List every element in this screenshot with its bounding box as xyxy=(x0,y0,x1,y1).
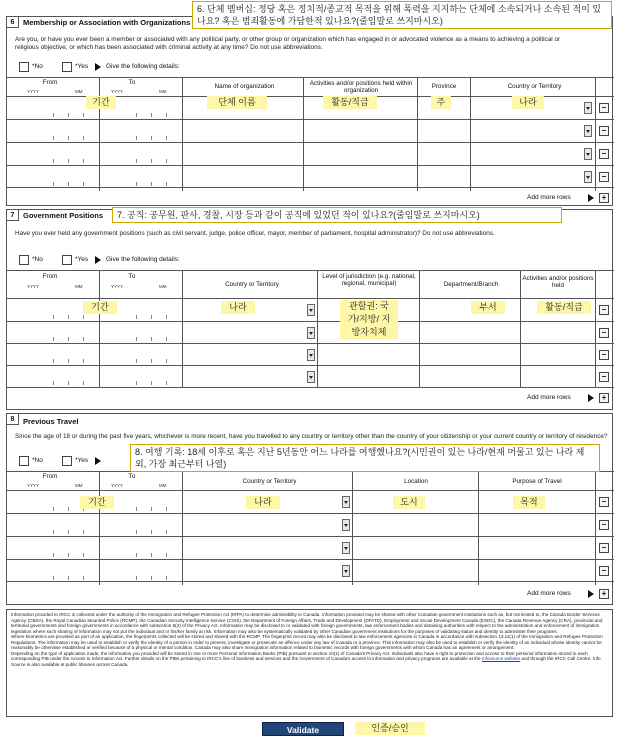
location-header: Location xyxy=(404,478,428,485)
section-question: Are you, or have you ever been a member or associated with any political party, or other group or organization which has engaged in or advocated violence as a means to achieving a political or religious objective, or which has been associated with criminal activity at any time? Do not use abbreviations. xyxy=(15,36,561,51)
korean-note-7: 7. 공직: 공무원, 판사, 경찰, 시장 등과 같이 공직에 있었던 적이 있나요?(줄임말로 쓰지마시오) xyxy=(112,207,562,223)
activities-header: Activities and/or positions held xyxy=(522,275,594,289)
yes-checkbox[interactable] xyxy=(62,62,72,72)
jurisdiction-header: Level of jurisdiction (e.g. national, regional, municipal) xyxy=(322,273,416,287)
country-dropdown[interactable] xyxy=(342,496,350,508)
arrow-right-icon xyxy=(95,256,101,264)
yes-label: *Yes xyxy=(75,63,89,70)
organizations-table: From To YYYY MM YYYY MM Name of organization Activities and/or positions held within organization Province Country or Territory − − − − xyxy=(7,77,614,191)
privacy-notice xyxy=(6,609,613,717)
arrow-right-icon xyxy=(95,63,101,71)
arrow-right-icon xyxy=(588,590,594,598)
details-label: Give the following details: xyxy=(106,63,180,70)
country-header: Country or Territory xyxy=(242,478,297,485)
remove-row-button[interactable]: − xyxy=(599,305,609,315)
activities-header: Activities and/or positions held within organization xyxy=(309,80,413,94)
remove-row-button[interactable]: − xyxy=(599,172,609,182)
remove-row-button[interactable]: − xyxy=(599,328,609,338)
section-number: 6 xyxy=(7,17,19,28)
add-row-button[interactable]: + xyxy=(599,589,609,599)
arrow-right-icon xyxy=(95,457,101,465)
from-header: From xyxy=(42,473,58,480)
no-checkbox[interactable] xyxy=(19,456,29,466)
department-header: Department/Branch xyxy=(443,281,499,288)
remove-row-button[interactable]: − xyxy=(599,372,609,382)
province-header: Province xyxy=(431,83,457,90)
add-more-rows-label: Add more rows xyxy=(527,194,571,201)
tag-purpose: 목적 xyxy=(513,496,545,509)
pib-paragraph: Depending on the type of application made, the information you provided will be stored in one or more Personal Information Banks (PIB) pursuant to section 10(1) of Canada's Privacy Act. Individuals also have a right to protection and access to their personal information stored in each corresponding PIB under the Access to Information Act. Further details on the PIBs pertaining to IRCC's line of business and services and the Government of Canada's access to information and privacy programs are available at the Infosource website and through the IRCC Call Centre. Info Source is also available at public libraries across Canada. xyxy=(11,650,601,667)
add-row-button[interactable]: + xyxy=(599,393,609,403)
add-row-button[interactable]: + xyxy=(599,193,609,203)
country-dropdown[interactable] xyxy=(584,148,592,160)
yes-label: *Yes xyxy=(75,256,89,263)
add-more-rows-label: Add more rows xyxy=(527,590,571,597)
to-header: To xyxy=(128,273,136,280)
tag-period: 기간 xyxy=(80,496,114,509)
country-dropdown[interactable] xyxy=(342,519,350,531)
country-header: Country or Territory xyxy=(507,83,562,90)
country-dropdown[interactable] xyxy=(584,171,592,183)
purpose-header: Purpose of Travel xyxy=(512,478,562,485)
country-dropdown[interactable] xyxy=(342,565,350,577)
no-checkbox[interactable] xyxy=(19,62,29,72)
arrow-right-icon xyxy=(588,394,594,402)
tag-period: 기간 xyxy=(83,301,117,314)
government-positions-table: From To YYYY MM YYYY MM Country or Territory Level of jurisdiction (e.g. national, regional, municipal) Department/Branch Activities and/or positions held − − − − xyxy=(7,270,614,388)
biometrics-paragraph: Where biometrics are provided as part of an application, the fingerprints collected will be stored and shared with the RCMP. The fingerprint record may also be disclosed to law enforcement agencies in Canada in accordance with subsection 13.11(1) of the Immigration and Refugee Protection Regulations. The information may be used to establish or verify the identity of a person in order to prevent, investigate or prosecute an offence under any law of Canada or a province. This information may also be used to establish or verify the identity of an individual whose identity cannot be reasonably be otherwise established or verified because of a physical or mental condition. Canada may also share immigration information related to biometric records with foreign governments with whom Canada has an agreement or arrangement. xyxy=(11,634,603,650)
organization-header: Name of organization xyxy=(214,83,275,90)
remove-row-button[interactable]: − xyxy=(599,543,609,553)
previous-travel-table: From To YYYY MM YYYY MM Country or Territory Location Purpose of Travel − − − − xyxy=(7,471,614,585)
infosource-link[interactable]: Infosource website xyxy=(481,656,521,661)
tag-department: 부서 xyxy=(471,301,505,314)
country-dropdown[interactable] xyxy=(307,304,315,316)
no-label: *No xyxy=(32,63,43,70)
tag-activities: 활동/직급 xyxy=(537,301,591,314)
tag-period: 기간 xyxy=(86,96,116,109)
yes-checkbox[interactable] xyxy=(62,255,72,265)
tag-country: 나라 xyxy=(221,301,255,314)
validate-button[interactable]: Validate xyxy=(262,722,344,736)
country-dropdown[interactable] xyxy=(307,327,315,339)
remove-row-button[interactable]: − xyxy=(599,520,609,530)
from-header: From xyxy=(42,273,58,280)
from-header: From xyxy=(42,79,58,86)
add-more-rows-label: Add more rows xyxy=(527,394,571,401)
remove-row-button[interactable]: − xyxy=(599,566,609,576)
korean-note-8: 8. 여행 기록: 18세 이후로 혹은 지난 5년동안 어느 나라를 여행했나요?(시민권이 있는 나라/현재 머물고 있는 나라 제외, 가장 최근부터 나열) xyxy=(130,444,600,472)
remove-row-button[interactable]: − xyxy=(599,149,609,159)
no-label: *No xyxy=(32,457,43,464)
tag-jurisdiction: 관할권: 국가/지방/ 지방자치체 xyxy=(340,300,398,339)
remove-row-button[interactable]: − xyxy=(599,350,609,360)
country-dropdown[interactable] xyxy=(342,542,350,554)
arrow-right-icon xyxy=(588,194,594,202)
tag-country: 나라 xyxy=(246,496,280,509)
tag-location: 도시 xyxy=(393,496,425,509)
tag-validate: 인증/승인 xyxy=(355,722,425,735)
remove-row-button[interactable]: − xyxy=(599,497,609,507)
section-title: Previous Travel xyxy=(23,417,79,426)
details-label: Give the following details: xyxy=(106,256,180,263)
to-header: To xyxy=(128,79,136,86)
tag-country: 나라 xyxy=(512,96,544,109)
privacy-paragraph: Information provided to IRCC is collected under the authority of the Immigration and Refugee Protection Act (IRPA) to determine admissibility to Canada. Information provided may be shared with other Canadian government institutions such as, but not limited to, the Canada Border Services Agency (CBSA), the Royal Canadian Mounted Police (RCMP), the Canadian Security Intelligence Service (CSIS), the Department of Foreign Affairs, Trade and Development (DFATD), Employment and Social Development Canada (ESDC), the Canada Revenue Agency (CRA), provincial and territorial governments and foreign governments in accordance with subsection 8(2) of the Privacy Act. Information may be disclosed to or validated with foreign governments, law enforcement bodies and detaining authorities with respect to the administration and enforcement of immigration legislation where such sharing of information may not put the individual and or his/her family at risk. Information may also be systematically validated by other Canadian government institutions for the purposes of validating status and identity to administer their programs. xyxy=(11,612,603,634)
no-checkbox[interactable] xyxy=(19,255,29,265)
section-question: Have you ever held any government positions (such as civil servant, judge, police officer, mayor, member of parliament, hospital administrator)? Do not use abbreviations. xyxy=(15,230,495,237)
remove-row-button[interactable]: − xyxy=(599,103,609,113)
section-title: Membership or Association with Organizations xyxy=(23,18,191,27)
no-label: *No xyxy=(32,256,43,263)
country-dropdown[interactable] xyxy=(307,371,315,383)
section-number: 8 xyxy=(7,414,19,425)
section-question: Since the age of 18 or during the past five years, whichever is more recent, have you travelled to any country or territory other than the country of your citizenship or your current country or territory of residence? xyxy=(15,433,608,440)
korean-note-6: 6. 단체 멤버십: 정당 혹은 정치적/종교적 목적을 위해 폭력을 지지하는 단체에 소속되거나 소속된 적이 있나요? 혹은 범죄활동에 가담한적 있나요?(줄임말로 쓰지마시오) xyxy=(192,1,612,29)
yes-checkbox[interactable] xyxy=(62,456,72,466)
tag-province: 주 xyxy=(431,96,451,109)
section-8 xyxy=(6,413,613,605)
tag-organization: 단체 이름 xyxy=(207,96,267,109)
country-dropdown[interactable] xyxy=(584,125,592,137)
to-header: To xyxy=(128,473,136,480)
country-dropdown[interactable] xyxy=(584,102,592,114)
yes-label: *Yes xyxy=(75,457,89,464)
section-6 xyxy=(6,16,613,206)
country-header: Country or Territory xyxy=(225,281,279,288)
section-number: 7 xyxy=(7,210,19,221)
country-dropdown[interactable] xyxy=(307,349,315,361)
section-title: Government Positions xyxy=(23,211,104,220)
remove-row-button[interactable]: − xyxy=(599,126,609,136)
tag-activities: 활동/직급 xyxy=(323,96,377,109)
